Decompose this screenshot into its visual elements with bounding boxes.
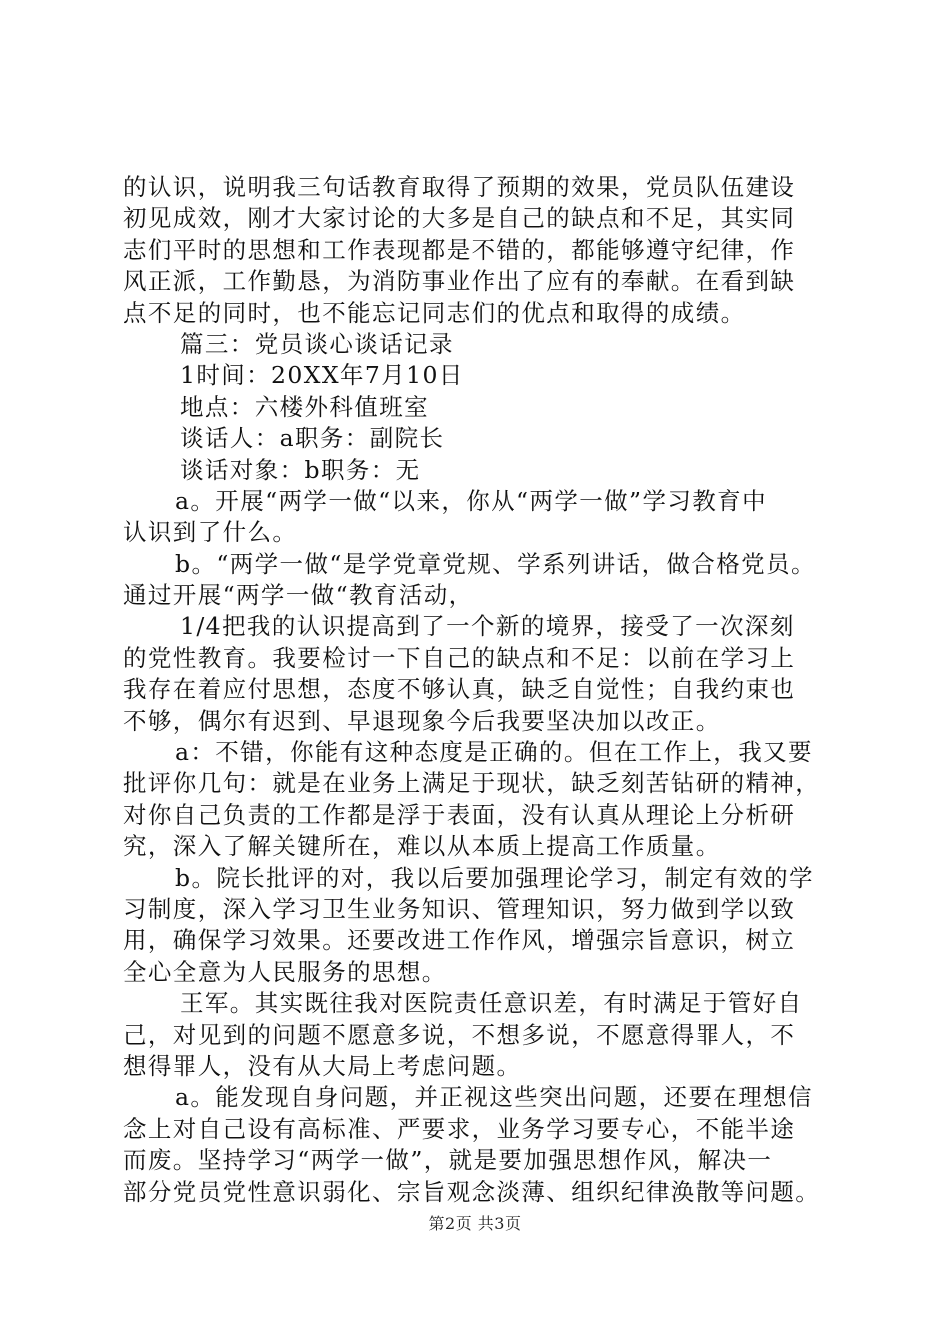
text-line: 的认识，说明我三句话教育取得了预期的效果，党员队伍建设 <box>123 173 796 201</box>
text-line: 习制度，深入学习卫生业务知识、管理知识，努力做到学以致 <box>123 894 796 923</box>
text-line: a。能发现自身问题，并正视这些突出问题，还要在理想信 <box>175 1083 813 1112</box>
text-line: 王军。其实既往我对医院责任意识差，有时满足于管好自 <box>180 989 803 1018</box>
document-body <box>123 172 833 1208</box>
text-line: 不够，偶尔有迟到、早退现象今后我要坚决加以改正。 <box>123 706 721 735</box>
text-line: 部分党员党性意识弱化、宗旨观念淡薄、组织纪律涣散等问题。 <box>123 1177 821 1206</box>
text-line: 念上对自己设有高标准、严要求，业务学习要专心，不能半途 <box>123 1114 796 1143</box>
text-line: 己，对见到的问题不愿意多说，不想多说，不愿意得罪人，不 <box>123 1020 796 1049</box>
text-line: 风正派，工作勤恳，为消防事业作出了应有的奉献。在看到缺 <box>123 267 796 296</box>
text-line: 谈话对象：b职务：无 <box>180 455 421 484</box>
text-line: 1时间：20XX年7月10日 <box>180 361 464 390</box>
text-line: 点不足的同时，也不能忘记同志们的优点和取得的成绩。 <box>123 298 746 327</box>
text-line: b。院长批评的对，我以后要加强理论学习，制定有效的学 <box>175 863 814 892</box>
text-line: 初见成效，刚才大家讨论的大多是自己的缺点和不足，其实同 <box>123 204 796 233</box>
text-line: 篇三：党员谈心谈话记录 <box>180 329 454 358</box>
text-line: 志们平时的思想和工作表现都是不错的，都能够遵守纪律，作 <box>123 235 796 264</box>
text-line: 全心全意为人民服务的思想。 <box>123 957 447 986</box>
text-line: b。“两学一做“是学党章党规、学系列讲话，做合格党员。 <box>175 549 816 578</box>
text-line: 认识到了什么。 <box>123 518 298 547</box>
text-line: 而废。坚持学习“两学一做”，就是要加强思想作风，解决一 <box>123 1146 773 1175</box>
text-line: 究，深入了解关键所在，难以从本质上提高工作质量。 <box>123 832 721 861</box>
text-line: 用，确保学习效果。还要改进工作作风，增强宗旨意识，树立 <box>123 926 796 955</box>
text-line: 想得罪人，没有从大局上考虑问题。 <box>123 1051 522 1080</box>
text-line: 的党性教育。我要检讨一下自己的缺点和不足：以前在学习上 <box>123 643 796 672</box>
text-line: 谈话人：a职务：副院长 <box>180 424 445 453</box>
text-line: 1/4把我的认识提高到了一个新的境界，接受了一次深刻 <box>180 612 795 641</box>
text-line: 我存在着应付思想，态度不够认真，缺乏自觉性；自我约束也 <box>123 675 796 704</box>
text-line: 批评你几句：就是在业务上满足于现状，缺乏刻苦钻研的精神， <box>123 769 821 798</box>
text-line: a。开展“两学一做“以来，你从“两学一做”学习教育中 <box>175 486 767 515</box>
text-line: a：不错，你能有这种态度是正确的。但在工作上，我又要 <box>175 738 813 767</box>
page-footer: 第2页 共3页 <box>428 1214 522 1233</box>
text-line: 地点：六楼外科值班室 <box>180 392 429 421</box>
text-line: 通过开展“两学一做“教育活动， <box>123 581 474 610</box>
text-line: 对你自己负责的工作都是浮于表面，没有认真从理论上分析研 <box>123 800 796 829</box>
